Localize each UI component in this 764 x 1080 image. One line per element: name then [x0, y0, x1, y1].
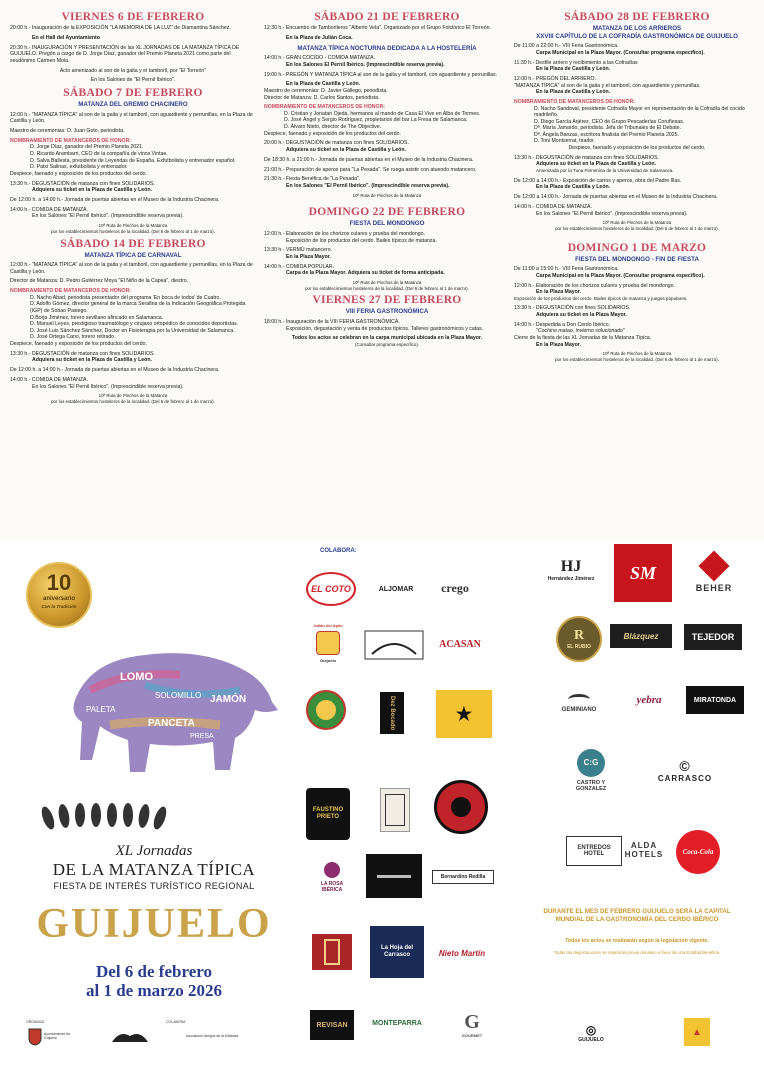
- edition-title: XL Jornadas: [115, 843, 193, 859]
- town-shield-icon: [28, 1028, 42, 1046]
- event: Despiece, faenado y exposición de los productos del cerdo.: [568, 145, 706, 152]
- honor-item: D. Álvaro Nieto, director de The Objective.: [284, 124, 382, 131]
- sponsor-faustino-logo: FAUSTINO PRIETO: [306, 788, 350, 840]
- honor-heading: NOMBRAMIENTO DE MATANCEROS DE HONOR:: [10, 137, 132, 144]
- event-venue: Carpa Municipal en la Plaza Mayor. (Consultar programa específico).: [536, 272, 705, 279]
- honor-item: D. Adolfo Gómez, director general de la marca Serafina de la Indicación Geográfica Protegida (IGP) de Sobao Pasiego.: [30, 301, 246, 315]
- sponsor-laboja-logo: La Hoja del Carrasco: [370, 926, 424, 978]
- event-venue: En el Hall del Ayuntamiento: [32, 34, 100, 41]
- sponsor-dark-logo: [366, 854, 422, 898]
- sponsor-elrubio-logo: [556, 616, 602, 662]
- badge-inner-icon: [451, 797, 471, 817]
- event: 12:00 h.- "MATANZA TÍPICA" al son de la gaita y el tamboril, con aguardiente y perrunillas, en la Plaza de Castilla y León.: [10, 111, 253, 125]
- program-column-3: [514, 8, 760, 363]
- event: 13:30 h.- DEGUSTACIÓN de matanza con fines SOLIDARIOS.: [10, 180, 155, 187]
- day-heading: VIERNES 6 DE FEBRERO: [61, 11, 205, 23]
- association-logo-icon: [110, 1028, 150, 1044]
- program-column-2: [264, 8, 510, 348]
- event: 12:00 h.- Elaboración de los chorizos culares y prueba del mondongo.: [514, 282, 675, 289]
- event: 13:30 h.- DEGUSTACIÓN de matanza con fines SOLIDARIOS.: [10, 350, 155, 357]
- sponsor-acasan-logo: ACASAN: [439, 639, 481, 650]
- event-venue: Carpa de la Plaza Mayor. Adquiera su ticket de forma anticipada.: [286, 270, 445, 277]
- honor-item: D. Nacho Sandoval, presidente Cofradía Mayor en representación de la Cofradía del cocido madrileño.: [534, 105, 745, 119]
- event: 14:00 h.- GRAN COCIDO - COMIDA MATANZA.: [264, 55, 376, 62]
- event: 14:00 h.- COMIDA DE MATANZA.: [10, 206, 88, 213]
- organizers: [26, 1020, 276, 1070]
- event-note: Director de Matanza: D. Carlos Santos, periodista.: [264, 94, 380, 101]
- honor-item: D. Salva Ballesta, presidente de Leyendas de España. Exfutbolista y entrenador español.: [30, 157, 236, 164]
- seal-number: 10: [46, 570, 72, 595]
- honor-item: D. José Ortega Cano, torero retirado.: [30, 334, 116, 341]
- carrasco-mark-icon: ©: [679, 757, 691, 774]
- honor-heading: NOMBRAMIENTO DE MATANCEROS DE HONOR:: [514, 98, 636, 105]
- event: 12:30 h.- Encuentro de Tamborileros "Alberto Vela". Organizado por el Grupo Folclórico El Torreón.: [264, 25, 491, 31]
- event-venue: En la Plaza Mayor.: [536, 341, 581, 348]
- sponsor-name: Julián del Apilo: [313, 623, 343, 628]
- honor-item: D.Borja Jiménez, torero sevillano afincado en Salamanca.: [30, 314, 164, 321]
- honor-item: D. José Ángel y Sergio Rodríguez, propietarios del bar La Fresa de Salamanca.: [284, 117, 468, 124]
- laurel-decoration: [30, 790, 190, 840]
- event-note: Maestro de ceremonias: D. Juan Goto, periodista.: [10, 128, 125, 135]
- event: De 12:00 h. a 14:00 h.- Jornada de puertas abiertas en el Museo de la Industria Chacinera.: [10, 367, 220, 374]
- event: 12:00 h.- PREGÓN DEL ARRIERO.: [514, 75, 596, 82]
- sponsor-gourmet-logo: [452, 1002, 492, 1046]
- geminiano-arc-icon: [568, 694, 590, 705]
- sponsor-name: LA ROSA IBÉRICA: [320, 880, 344, 893]
- route-note-detail: por los establecimientos hosteleros de la localidad. (Del 6 de febrero al 1 de marzo).: [555, 225, 719, 231]
- collaborators-heading: COLABORA:: [320, 548, 357, 554]
- capital-note: DURANTE EL MES DE FEBRERO GUIJUELO SERÁ LA CAPITAL MUNDIAL DE LA GASTRONOMÍA DEL CERDO IBÉRICO: [543, 908, 731, 923]
- event: Acto amenizado al son de la gaita y el tamboril, por "El Torreón": [59, 67, 207, 74]
- event-venue: En los Salones "El Pernil Ibérico". (Imprescindible reserva previa).: [32, 213, 184, 220]
- letter-g-icon: G: [464, 1010, 480, 1033]
- sponsor-town: Guijuelo: [320, 658, 336, 663]
- route-note-detail: por los establecimientos hosteleros de la localidad. (Del 6 de febrero al 1 de marzo).: [305, 285, 469, 291]
- honor-item: D. Jorge Díaz, ganador del Premio Planeta 2021.: [30, 144, 144, 151]
- honor-item: D. Cristian y Jonatan Ojeda, hermanos al mando de Casa El Vive en Alba de Tormes.: [284, 110, 481, 117]
- sponsor-alda-logo: ALDA HOTELS: [624, 841, 664, 859]
- logo-bar-icon: [377, 875, 411, 878]
- honor-item: D. Toni Montserrat, tirador.: [534, 138, 596, 145]
- document-icon: [385, 794, 405, 826]
- sponsor-yebra-logo: yebra: [636, 694, 662, 706]
- sponsor-revisan-logo: REVISAN: [310, 1010, 354, 1040]
- sponsor-miratonda-logo: MIRATONDA: [686, 686, 744, 714]
- dates-line-2: al 1 de marzo 2026: [86, 981, 222, 1000]
- pig-cut-label: PALETA: [86, 705, 116, 714]
- pig-cut-label: LOMO: [120, 671, 153, 683]
- sponsor-geminiano-logo: [546, 688, 612, 718]
- event: De 12:00 a 14:00 h.- Jornada de puertas abiertas en el Museo de la Industria Chacinera.: [514, 194, 718, 201]
- organizer-name: Ayuntamiento de Guijuelo: [44, 1032, 71, 1040]
- sponsor-monteparra-logo: MONTEPARRA: [372, 1019, 422, 1027]
- sponsor-name: EL RUBIO: [567, 644, 591, 650]
- sponsor-cocacola-logo: Coca-Cola: [676, 830, 720, 874]
- sponsor-hj-logo: [538, 546, 604, 594]
- sponsor-sm-logo: SM: [614, 544, 672, 602]
- event-venue: Adquiera su ticket en la Plaza de Castilla y León.: [536, 161, 656, 168]
- event: 12:00 h.- "MATANZA TÍPICA" al son de la gaita y el tamboril, con aguardiente y perrunillas, en la Plaza de Castilla y León.: [10, 262, 253, 275]
- event: Despiece, faenado y exposición de los productos del cerdo.: [264, 130, 401, 137]
- sponsor-guijuelo-logo: [566, 1020, 616, 1046]
- event-dates: [34, 962, 274, 1000]
- event: 14:00 h.- COMIDA POPULAR.: [264, 263, 335, 270]
- event-note: "Cochino matao, invierno solucionado": [536, 328, 625, 335]
- event-location: Todos los actos se celebran en la carpa municipal ubicada en la Plaza Mayor.: [291, 335, 483, 342]
- event-note: Exposición, degustación y venta de productos típicos. Talleres gastronómicos y catas.: [286, 325, 484, 332]
- cg-monogram-icon: C:G: [577, 749, 605, 777]
- pig-cut-label: JAMÓN: [210, 694, 247, 705]
- sponsor-document-logo: [380, 788, 410, 832]
- event-venue: Adquiera su ticket en la Plaza de Castilla y León.: [32, 357, 152, 364]
- day-subheading: FIESTA DEL MONDONGO: [349, 220, 425, 228]
- event-note: Cierre de la fiesta de las XL Jornadas de la Matanza Típica.: [514, 335, 652, 342]
- julian-emblem-icon: [316, 631, 340, 655]
- badge-inner-icon: [316, 700, 336, 720]
- event: 21:30 h.- Fiesta Benéfica de "La Pesada".: [264, 176, 361, 183]
- day-heading: DOMINGO 22 DE FEBRERO: [308, 206, 466, 219]
- sponsor-blazquez-logo: Blázquez: [610, 624, 672, 648]
- event-venue: En los Salones "El Pernil Ibérico". (Imprescindible reserva previa).: [536, 210, 688, 217]
- sponsor-name: CASTRO Y GONZALEZ: [575, 779, 607, 792]
- event-note: Amenizada por la Tuna Femenina de la Universidad de Salamanca.: [536, 168, 674, 174]
- day-subheading: VIII FERIA GASTRONÓMICA: [345, 308, 429, 316]
- sponsor-name: GEMINIANO: [561, 706, 597, 713]
- day-subheading: MATANZA TÍPICA DE CARNAVAL: [84, 251, 182, 259]
- honor-item: D. Nacho Abad, periodista presentador del programa 'En boca de todos' de Cuatro.: [30, 294, 221, 301]
- sponsor-crego-logo: crego: [441, 580, 469, 595]
- honor-heading: NOMBRAMIENTO DE MATANCEROS DE HONOR:: [10, 288, 132, 295]
- event-venue: En la Plaza de Castilla y León.: [536, 89, 611, 96]
- sponsor-yellow-logo: ▲: [684, 1018, 710, 1046]
- event: 19:00 h.- PREGÓN Y MATANZA TÍPICA al son de la gaita y el tamboril, con aguardiente y perrunillas.: [264, 71, 498, 78]
- event: 14:00 h.- COMIDA DE MATANZA.: [10, 376, 88, 383]
- honor-item: Dª. Ángela Banzas, escritora finalista del Premio Planeta 2025.: [534, 131, 679, 138]
- event: 13:30 h.- DEGUSTACIÓN de matanza con fines SOLIDARIOS.: [514, 154, 659, 161]
- event: De 11:00 a 15:00 h.- VIII Feria Gastronómica.: [514, 266, 619, 273]
- event: 21:00 h.- Preparación de aperos para "La Pesada". Se ruega asistir con atuendo matancero.: [264, 166, 477, 173]
- event-note: Exposición de los productos del cerdo. Bailes típicos de matanza y juegos populares.: [514, 295, 688, 301]
- event-venue: En la Plaza de Castilla y León.: [286, 81, 361, 88]
- event: 14:00 h.- COMIDA DE MATANZA.: [514, 203, 592, 210]
- day-subheading: FIESTA DEL MONDONGO - FIN DE FIESTA: [575, 255, 699, 263]
- event: De 11:00 a 22:00 h.- VIII Feria Gastronómica.: [514, 43, 619, 50]
- day-subheading: MATANZA DEL GREMIO CHACINERO: [78, 101, 188, 109]
- event: Despiece, faenado y exposición de los productos del cerdo.: [10, 170, 147, 177]
- logo-mark-icon: [324, 939, 340, 965]
- event: Despiece, faenado y exposición de los productos del cerdo.: [10, 341, 147, 347]
- event-note: Maestro de ceremonias: D. Javier Gállego, periodista.: [264, 87, 388, 94]
- day-heading: SÁBADO 28 DE FEBRERO: [564, 11, 710, 23]
- event: 20:00 h.- Inauguración de la EXPOSICIÓN "LA MEMORIA DE LA LUZ" de Diamantina Sánchez.: [10, 25, 231, 31]
- honor-item: D. Patxi Salinas, exfutbolista y entrenador.: [30, 164, 128, 171]
- event-venue: En los Salones "El Pernil Ibérico". (Imprescindible reserva previa).: [32, 383, 184, 390]
- pig-cut-label: PRESA: [190, 733, 214, 740]
- event: 20:00 h.- DEGUSTACIÓN de matanza con fines SOLIDARIOS.: [264, 140, 409, 147]
- honor-item: D. Ricardo Arambarri, CEO de la compañía de vinos Vintae.: [30, 151, 168, 158]
- collaborator-name: Asociación Amigos de la Matanza: [186, 1034, 239, 1038]
- event-note: Exposición de los productos del cerdo. Bailes típicos de matanza.: [286, 237, 437, 244]
- guijuelo-mark-icon: ◎: [585, 1023, 597, 1037]
- route-note: 10ª Ruta de Pinchos de la Matanza: [352, 280, 422, 286]
- pig-cut-label: SOLOMILLO: [155, 691, 202, 700]
- route-note: 10ª Ruta de Pinchos de la Matanza: [98, 223, 168, 229]
- event-venue: En los Salones "El Pernil Ibérico". (Imprescindible reserva previa).: [286, 182, 450, 189]
- beher-diamond-icon: [698, 550, 729, 581]
- legal-note: Todos los actos se realizarán según la legislación vigente.: [565, 938, 709, 944]
- sponsor-bernardino-logo: Bernardino Redilla: [432, 870, 494, 884]
- day-subheading-2: XXVIII CAPÍTULO DE LA COFRADÍA GASTRONÓMICA DE GUIJUELO: [536, 32, 738, 40]
- route-note-detail: por los establecimientos hosteleros de la localidad. (Del 6 de febrero al 1 de marzo).: [51, 398, 215, 404]
- day-heading: VIERNES 27 DE FEBRERO: [312, 294, 462, 307]
- event-venue: Adquiera su ticket en la Plaza de Castilla y León.: [286, 147, 406, 154]
- event: 14:00 h.- Despedida a Don Cerdo Ibérico.: [514, 321, 611, 328]
- sponsor-aljomar-logo: ALJOMAR: [378, 585, 414, 593]
- event: 13:30 h.- DEGUSTACIÓN con fines SOLIDARIOS.: [514, 305, 631, 312]
- honor-heading: NOMBRAMIENTO DE MATANCEROS DE HONOR:: [264, 104, 386, 111]
- event-venue: En la Plaza de Castilla y León.: [536, 184, 611, 191]
- event-venue: En la Plaza Mayor.: [536, 289, 581, 296]
- event-venue: En los Salones El Pernil Ibérico. (Imprescindible reserva previa).: [286, 61, 445, 68]
- pig-cut-label: PANCETA: [148, 718, 195, 729]
- day-heading: SÁBADO 7 DE FEBRERO: [63, 87, 203, 100]
- route-note: 10ª Ruta de Pinchos de la Matanza: [98, 393, 168, 399]
- event-venue: Carpa Municipal en la Plaza Mayor. (Consultar programa específico).: [536, 49, 705, 56]
- sponsor-julian-logo: [308, 618, 348, 668]
- event-venue: En la Plaza Mayor.: [286, 253, 331, 260]
- route-note: 10ª Ruta de Pinchos de la Matanza: [602, 220, 672, 226]
- sponsor-star-logo: ★: [436, 690, 492, 738]
- route-note-detail: por los establecimientos hosteleros de la localidad. (Del 6 de febrero al 1 de marzo).: [51, 228, 215, 234]
- honor-item: D. Diego García Arjérez, CEO de Grupo Pescaderías Coruñesas.: [534, 118, 685, 125]
- sponsor-dbc-logo: Dez Bocado: [380, 692, 404, 734]
- collaborator-label: COLABORA: [166, 1020, 186, 1024]
- organizer-label: ORGANIZA: [26, 1020, 45, 1024]
- event-venue: Adquiera su ticket en la Plaza de Castilla y León.: [32, 187, 152, 194]
- event: De 12:00 h. a 14:00 h.- Jornada de puertas abiertas en el Museo de la Industria Chacinera.: [10, 196, 220, 203]
- event: De 18:30 h. a 21:00 h.- Jornada de puertas abiertas en el Museo de la Industria Chacinera.: [264, 156, 474, 163]
- event: 11:30 h.- Desfile arriero y recibimiento a las Cofradías: [514, 59, 638, 66]
- program-column-1: [10, 8, 256, 405]
- donation-note: Todas las degustaciones se repartirán previo donativo a favor de una Entidad Benéfica.: [553, 950, 721, 955]
- sponsor-name: CARRASCO: [657, 773, 713, 783]
- event-subtitle: FIESTA DE INTERÉS TURÍSTICO REGIONAL: [53, 881, 255, 891]
- sponsor-name: BEHER: [695, 583, 733, 593]
- event-venue: En la Plaza de Castilla y León.: [536, 66, 611, 73]
- rose-icon: [324, 862, 340, 878]
- dates-line-1: Del 6 de febrero: [96, 962, 212, 981]
- anniversary-seal: [26, 562, 92, 628]
- sponsor-carrasco-logo: [650, 750, 720, 790]
- day-heading: SÁBADO 21 DE FEBRERO: [314, 11, 460, 23]
- hj-monogram-icon: HJ: [560, 558, 582, 575]
- event-venue: Adquiera su ticket en la Plaza Mayor.: [536, 312, 627, 319]
- sponsor-red-square-logo: [312, 934, 352, 970]
- poster-section: [0, 540, 764, 1080]
- event: De 12:00 a 14:00 h.- Exposición de carros y aperos, obra del Padre Illas.: [514, 177, 682, 184]
- sponsor-name: Hernández Jiménez: [547, 576, 595, 582]
- event: 18:00 h.- Inauguración de la VIII FERIA GASTRONÓMICA.: [264, 319, 400, 326]
- sponsor-larosa-logo: [310, 854, 354, 900]
- route-note: 10ª Ruta de Pinchos de la Matanza: [602, 351, 672, 357]
- event: 13:30 h.- VERMÚ matancero.: [264, 247, 333, 254]
- day-heading: DOMINGO 1 DE MARZO: [567, 241, 707, 254]
- event-note: Director de Matanza: D. Pedro Gutiérrez Moya "El Niño de la Capea", diestro.: [10, 278, 189, 285]
- event: 20:30 h.- INAUGURACIÓN Y PRESENTACIÓN de las XL JORNADAS DE LA MATANZA TÍPICA DE GUIJUELO. Pregón a cargo de D. Jorge Díaz, ganador del Premio Planeta 2021 como parte del seudónimo Carmen Mola.: [10, 44, 240, 64]
- day-subheading: MATANZA TÍPICA NOCTURNA DEDICADA A LA HOSTELERÍA: [297, 44, 477, 52]
- event-venue: En los Salones de "El Pernil Ibérico".: [90, 77, 176, 84]
- route-note-detail: por los establecimientos hosteleros de la localidad. (Del 6 de febrero al 1 de marzo).: [555, 357, 719, 362]
- sponsor-beher-logo: [684, 546, 744, 602]
- sponsor-tejedor-logo: TEJEDOR: [684, 624, 742, 650]
- event-note: (Consultar programa específico).: [355, 342, 419, 347]
- sponsor-castro-logo: [566, 740, 616, 800]
- day-heading: SÁBADO 14 DE FEBRERO: [60, 237, 206, 250]
- event-title: DE LA MATANZA TÍPICA: [52, 860, 256, 879]
- town-name: GUIJUELO: [36, 901, 272, 947]
- honor-item: D. José Luis Sánchez Sánchez, Doctor en Fisioterapia por la Universidad de Salamanca.: [30, 327, 235, 334]
- letter-r-icon: R: [573, 628, 585, 643]
- sponsor-elcoto-logo: EL COTO: [306, 572, 356, 606]
- route-note: 10ª Ruta de Pinchos de la Matanza: [352, 192, 422, 198]
- event: 12:00 h.- Elaboración de los chorizos culares y prueba del mondongo.: [264, 230, 425, 237]
- event: "MATANZA TÍPICA" al son de la gaita y el tamboril, con aguardiente y perrunillas.: [514, 82, 701, 89]
- event-venue: En la Plaza de Julián Coca.: [286, 34, 353, 41]
- sponsor-round-badge-logo: [306, 690, 346, 730]
- honor-item: Dª. María Jamardo, periodista. Jefa de Tribunales de El Debate.: [534, 125, 681, 132]
- sponsor-name: GUIJUELO: [578, 1037, 604, 1043]
- sponsor-entredos-logo: ENTREDOS HOTEL: [566, 836, 622, 866]
- day-subheading: MATANZA DE LOS ARRIEROS: [592, 25, 682, 32]
- pig-illustration: [50, 630, 280, 780]
- sponsor-nieto-logo: Nieto Martín: [438, 948, 486, 958]
- seal-subtitle: Con la Tradición: [41, 604, 77, 609]
- honor-item: D. Manuel Leyes, prestigioso traumatólogo y cirujano ortopédico de conocidos deportistas.: [30, 321, 239, 328]
- sponsor-name: GOURMET: [461, 1032, 483, 1038]
- seal-word: aniversario: [42, 596, 76, 602]
- sponsor-red-badge-logo: [434, 780, 488, 834]
- sponsor-heraldic-logo: [364, 630, 424, 660]
